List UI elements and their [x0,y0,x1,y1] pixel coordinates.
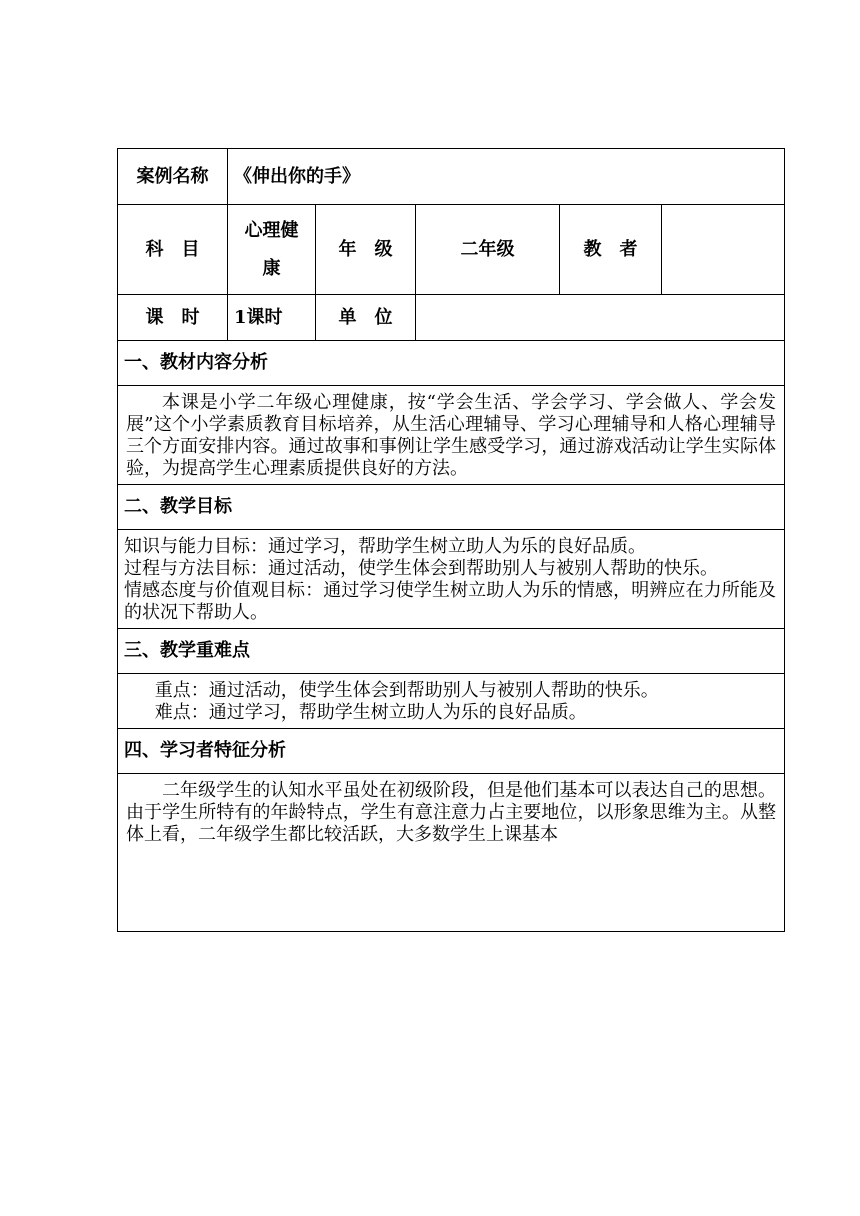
lesson-plan-document [117,148,784,932]
section-learners-body-row [118,774,785,932]
section-learners-heading-row [118,729,785,774]
goal-item: 情感态度与价值观目标：通过学习使学生树立助人为乐的情感，明辨应在力所能及的状况下帮助人。 [124,580,777,623]
subject-value: 心理健康 [228,205,316,295]
section-goals-body-row [118,530,785,629]
section-heading: 一、教材内容分析 [118,341,785,386]
unit-value [416,295,785,341]
section-goals-heading-row [118,485,785,530]
section-paragraph: 本课是小学二年级心理健康，按“学会生活、学会学习、学会做人、学会发展”这个小学素质教育目标培养，从生活心理辅导、学习心理辅导和人格心理辅导三个方面安排内容。通过故事和事例让学生感受学习，通过游戏活动让学生实际体验，为提高学生心理素质提供良好的方法。 [126,392,777,479]
subject-label: 科 目 [118,205,228,295]
grade-label: 年 级 [316,205,416,295]
keypoint-item: 难点：通过学习，帮助学生树立助人为乐的良好品质。 [154,702,587,723]
section-material-heading-row [118,341,785,386]
section-heading: 二、教学目标 [118,485,785,530]
case-name-value: 《伸出你的手》 [228,149,785,205]
section-material-body-row [118,386,785,485]
section-heading: 四、学习者特征分析 [118,729,785,774]
grade-value: 二年级 [416,205,560,295]
teacher-value [662,205,785,295]
section-paragraph: 二年级学生的认知水平虽处在初级阶段，但是他们基本可以表达自己的思想。由于学生所特有的年龄特点，学生有意注意力占主要地位，以形象思维为主。从整体上看，二年级学生都比较活跃，大多数学生上课基本 [126,780,777,845]
period-value: 1课时 [228,295,316,341]
goal-item: 过程与方法目标：通过活动，使学生体会到帮助别人与被别人帮助的快乐。 [124,558,718,579]
period-label: 课 时 [118,295,228,341]
section-keypoints-heading-row [118,629,785,674]
section-keypoints-body-row [118,674,785,729]
section-heading: 三、教学重难点 [118,629,785,674]
keypoint-item: 重点：通过活动，使学生体会到帮助别人与被别人帮助的快乐。 [154,680,659,701]
goal-item: 知识与能力目标：通过学习，帮助学生树立助人为乐的良好品质。 [124,536,646,557]
unit-label: 单 位 [316,295,416,341]
period-row [118,295,785,341]
subject-row [118,205,785,295]
case-name-label: 案例名称 [118,149,228,205]
teacher-label: 教 者 [560,205,662,295]
case-name-row [118,149,785,205]
lesson-plan-table [117,148,785,932]
